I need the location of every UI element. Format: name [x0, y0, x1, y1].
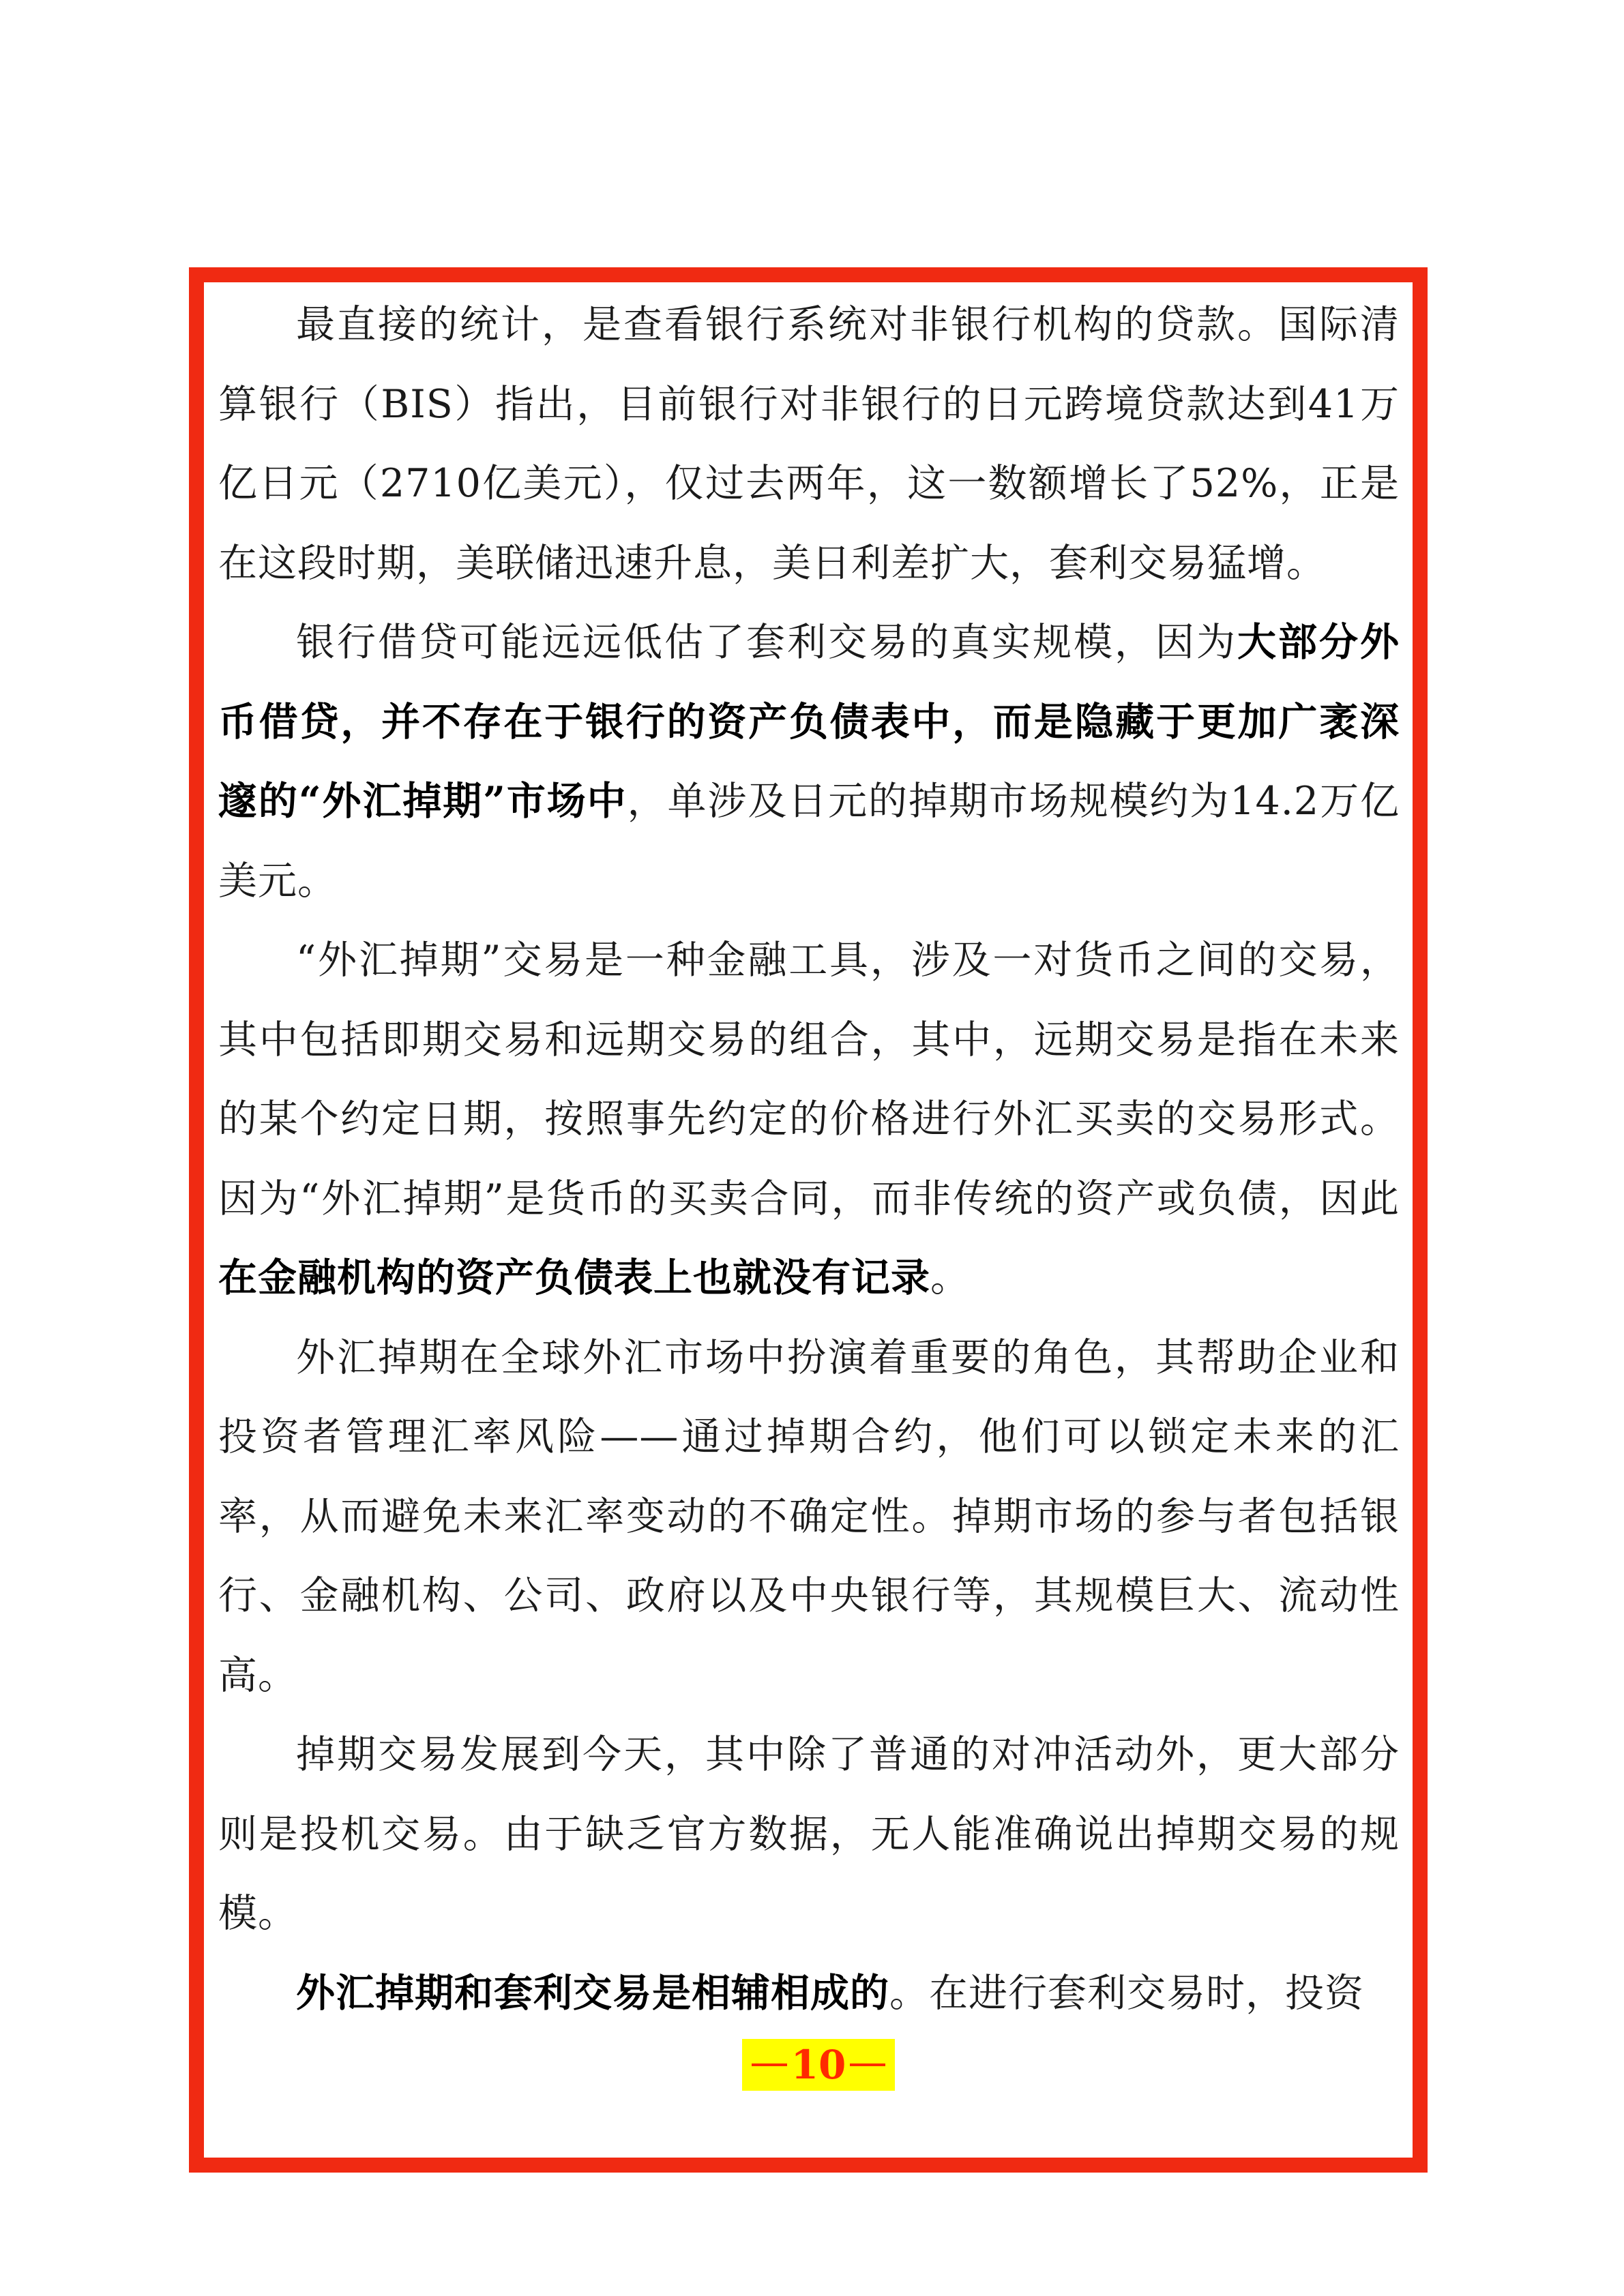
body-text: [218, 285, 1400, 2033]
paragraph-3: [218, 921, 1400, 1318]
paragraph-5: [218, 1715, 1400, 1954]
paragraph-5-text: 掉期交易发展到今天，其中除了普通的对冲活动外，更大部分则是投机交易。由于缺乏官方数据，无人能准确说出掉期交易的规模。: [218, 1732, 1400, 1936]
page-number-badge: [742, 2039, 895, 2091]
paragraph-1: [218, 285, 1400, 603]
paragraph-4-text: 外汇掉期在全球外汇市场中扮演着重要的角色，其帮助企业和投资者管理汇率风险——通过掉期合约，他们可以锁定未来的汇率，从而避免未来汇率变动的不确定性。掉期市场的参与者包括银行、金融机构、公司、政府以及中央银行等，其规模巨大、流动性高。: [218, 1335, 1400, 1698]
page-number-right-dash: [850, 2063, 885, 2066]
paragraph-6: [218, 1954, 1400, 2033]
paragraph-6-text: 。在进行套利交易时，投资: [889, 1970, 1364, 2016]
paragraph-1-text: 最直接的统计，是查看银行系统对非银行机构的贷款。国际清算银行（BIS）指出，目前银行对非银行的日元跨境贷款达到41万亿日元（2710亿美元），仅过去两年，这一数额增长了52%，正是在这段时期，美联储迅速升息，美日利差扩大，套利交易猛增。: [218, 302, 1400, 586]
paragraph-2: [218, 603, 1400, 921]
page-number-left-dash: [752, 2063, 787, 2066]
paragraph-3-text-a: “外汇掉期”交易是一种金融工具，涉及一对货币之间的交易，其中包括即期交易和远期交易的组合，其中，远期交易是指在未来的某个约定日期，按照事先约定的价格进行外汇买卖的交易形式。因为“外汇掉期”是货币的买卖合同，而非传统的资产或负债，因此: [218, 938, 1400, 1221]
paragraph-2-emphasis: 大部分外币借贷，并不存在于银行的资产负债表中，而是隐藏于更加广袤深邃的“外汇掉期”市场中: [218, 619, 1400, 824]
paragraph-3-emphasis: 在金融机构的资产负债表上也就没有记录: [218, 1255, 930, 1300]
paragraph-2-text-a: 银行借贷可能远远低估了套利交易的真实规模，因为: [296, 620, 1237, 665]
paragraph-3-text-b: 。: [930, 1255, 970, 1300]
paragraph-6-emphasis: 外汇掉期和套利交易是相辅相成的: [296, 1969, 889, 2016]
paragraph-2-text-b: ，单涉及日元的掉期市场规模约为14.2万亿美元。: [218, 779, 1400, 904]
paragraph-4: [218, 1318, 1400, 1716]
page-number: 10: [791, 2042, 846, 2088]
